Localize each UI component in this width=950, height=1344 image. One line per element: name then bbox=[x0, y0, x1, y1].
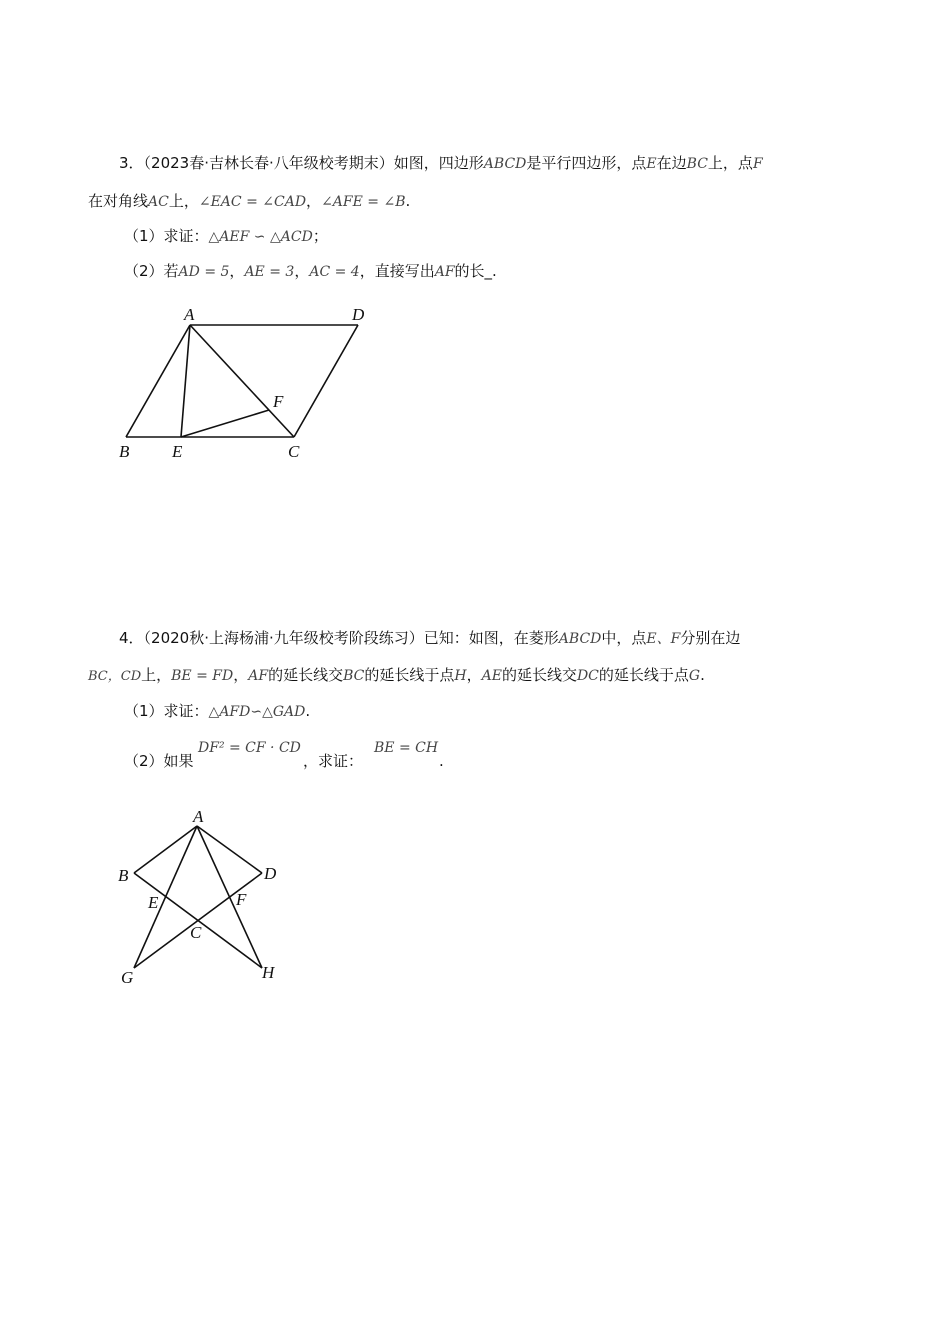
q4-math-ef: E、F bbox=[646, 631, 681, 647]
q3-math-f: F bbox=[752, 156, 763, 172]
q4-stem-text: 已知：如图，在菱形 bbox=[423, 629, 559, 647]
q3-part2-end: 的长_. bbox=[454, 262, 497, 280]
q3-label-c: C bbox=[288, 442, 300, 461]
q3-segment-ae bbox=[181, 325, 190, 437]
q4-label-g: G bbox=[121, 968, 134, 987]
q4-math-similar: △AFD∽△GAD bbox=[208, 704, 306, 720]
q4-segment-a-h bbox=[197, 826, 262, 968]
q4-math-df-square: DF² = CF · CD bbox=[198, 740, 301, 756]
q3-stem-text: 如图，四边形 bbox=[393, 154, 484, 172]
q3-stem-text: . bbox=[405, 192, 411, 210]
q3-math-angle-eq1: ∠EAC = ∠CAD bbox=[198, 194, 307, 210]
q3-part2-label: （2）若 bbox=[124, 262, 179, 280]
q4-part1-end: . bbox=[305, 702, 311, 720]
q3-segment-ac bbox=[190, 325, 294, 437]
q4-part-2-mid bbox=[303, 750, 363, 772]
q4-stem-text: . bbox=[700, 666, 705, 684]
q3-part1-label: （1）求证： bbox=[124, 227, 209, 245]
q4-math-bc: BC bbox=[343, 668, 365, 684]
q4-math-bc-cd: BC，CD bbox=[88, 669, 142, 684]
q4-math-abcd: ABCD bbox=[558, 631, 602, 647]
q4-segment-ad bbox=[197, 826, 262, 873]
q3-figure-parallelogram bbox=[0, 0, 950, 500]
q4-line-1 bbox=[119, 627, 740, 650]
q3-stem-text: ， bbox=[306, 192, 322, 210]
q4-stem-text: 的延长线于点 bbox=[598, 666, 689, 684]
q4-part-1 bbox=[124, 700, 310, 723]
q4-line-2 bbox=[88, 664, 705, 688]
q3-stem-text: 上， bbox=[168, 192, 199, 210]
q3-stem-text: 在边 bbox=[656, 154, 687, 172]
q4-number: 4． bbox=[119, 629, 144, 647]
q4-math-be-fd: BE = FD bbox=[171, 668, 234, 684]
q4-label-f: F bbox=[236, 890, 247, 909]
q4-segment-a-g bbox=[134, 826, 197, 968]
q4-stem-text: 上， bbox=[141, 666, 172, 684]
q4-label-c: C bbox=[190, 923, 202, 942]
q3-label-b: B bbox=[119, 442, 130, 461]
q4-part-2-formula2 bbox=[374, 736, 438, 759]
q3-part2-text: ， bbox=[229, 262, 245, 280]
q4-math-af: AF bbox=[248, 668, 269, 684]
q3-math-ac: AC bbox=[148, 194, 169, 210]
q3-segment-ef bbox=[181, 410, 269, 437]
q3-math-similar: △AEF ∽ △ACD bbox=[208, 229, 313, 245]
q3-math-ad: AD = 5 bbox=[178, 264, 230, 280]
q3-math-bc: BC bbox=[686, 156, 708, 172]
q4-math-g: G bbox=[688, 668, 701, 684]
q3-label-a: A bbox=[184, 305, 195, 324]
q3-part2-text: ，直接写出 bbox=[359, 262, 435, 280]
q4-math-dc: DC bbox=[576, 668, 599, 684]
q3-math-e: E bbox=[646, 156, 657, 172]
q3-segment-dc bbox=[294, 325, 358, 437]
q3-label-e: E bbox=[172, 442, 183, 461]
q3-stem-text: 上，点 bbox=[707, 154, 753, 172]
q3-math-af: AF bbox=[434, 264, 455, 280]
q4-part-2-label bbox=[124, 750, 194, 772]
q4-label-b: B bbox=[118, 866, 129, 885]
q3-stem-text: 在对角线 bbox=[88, 192, 149, 210]
q4-stem-text: ， bbox=[466, 666, 482, 684]
q3-label-f: F bbox=[273, 392, 284, 411]
q4-part1-label: （1）求证： bbox=[124, 702, 209, 720]
q4-part2-text: ，求证： bbox=[303, 752, 364, 770]
q3-math-ae: AE = 3 bbox=[244, 264, 295, 280]
q4-label-d: D bbox=[264, 864, 277, 883]
q3-source: （2023春·吉林长春·八年级校考期末） bbox=[143, 154, 394, 172]
q4-part-2-formula bbox=[198, 736, 301, 759]
q4-stem-text: 的延长线于点 bbox=[364, 666, 455, 684]
q3-math-abcd: ABCD bbox=[483, 156, 527, 172]
q4-stem-text: 分别在边 bbox=[680, 629, 741, 647]
q4-label-e: E bbox=[148, 893, 159, 912]
q3-part2-text: ， bbox=[294, 262, 310, 280]
q3-stem-text: 是平行四边形，点 bbox=[526, 154, 647, 172]
q4-figure-rhombus bbox=[0, 780, 950, 1000]
q4-math-ae: AE bbox=[481, 668, 502, 684]
q4-stem-text: 的延长线交 bbox=[268, 666, 344, 684]
q4-source: （2020秋·上海杨浦·九年级校考阶段练习） bbox=[143, 629, 424, 647]
q4-part2-end: . bbox=[439, 752, 444, 770]
q4-segment-ab bbox=[134, 826, 197, 873]
q4-stem-text: 的延长线交 bbox=[501, 666, 577, 684]
q3-math-angle-eq2: ∠AFE = ∠B bbox=[321, 194, 406, 210]
q3-number: 3． bbox=[119, 154, 144, 172]
q3-part1-end: ； bbox=[312, 227, 328, 245]
q4-label-h: H bbox=[262, 963, 275, 982]
q4-stem-text: 中，点 bbox=[601, 629, 647, 647]
q4-part2-label: （2）如果 bbox=[124, 752, 194, 770]
q3-label-d: D bbox=[352, 305, 365, 324]
q4-math-h: H bbox=[454, 668, 467, 684]
q4-part-2-end bbox=[439, 750, 444, 772]
q4-stem-text: ， bbox=[233, 666, 249, 684]
q4-label-a: A bbox=[193, 807, 204, 826]
q3-segment-ab bbox=[126, 325, 190, 437]
q4-math-be-ch: BE = CH bbox=[374, 740, 439, 756]
q3-math-ac-val: AC = 4 bbox=[309, 264, 360, 280]
